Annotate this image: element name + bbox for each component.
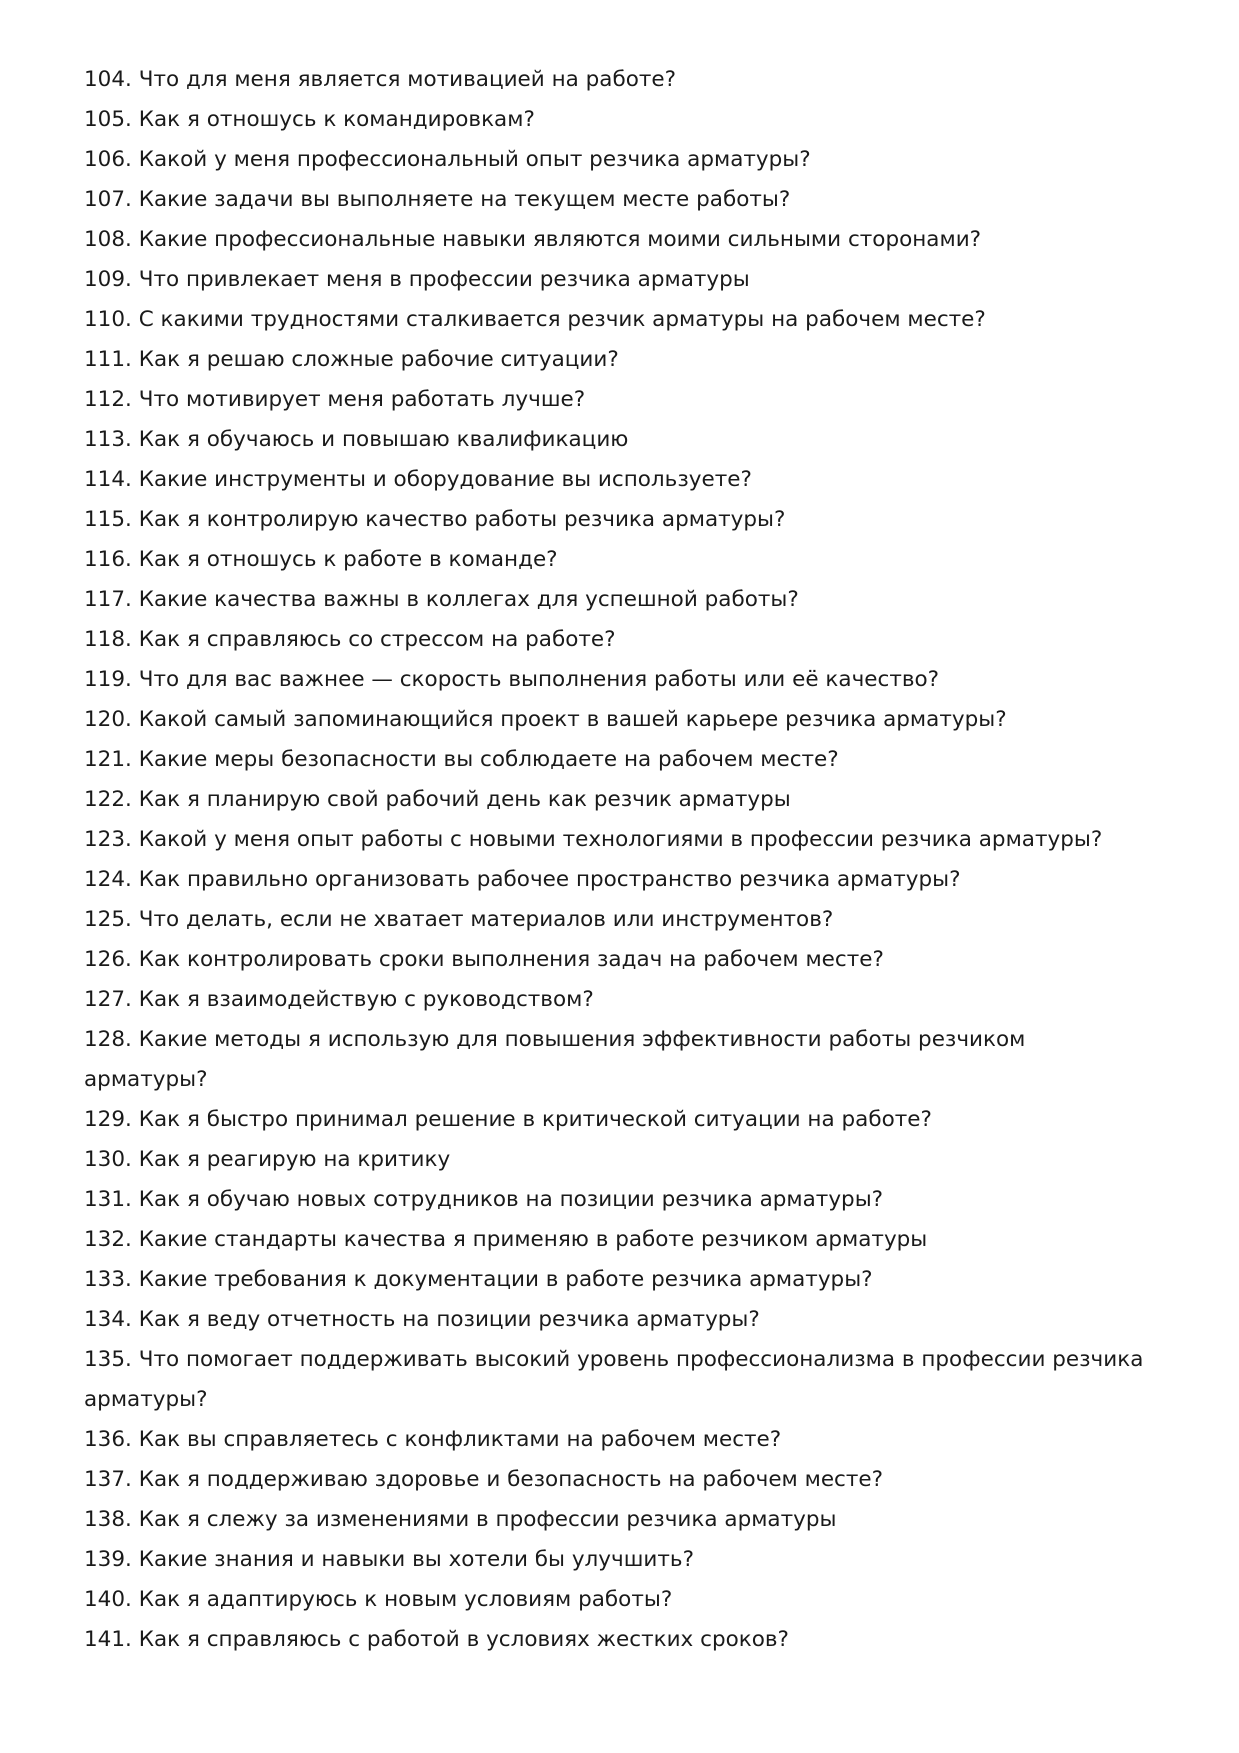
question-list: [84, 60, 1164, 1660]
question-item: 130. Как я реагирую на критику: [84, 1147, 451, 1172]
question-item: 133. Какие требования к документации в работе резчика арматуры?: [84, 1267, 873, 1292]
question-item: 139. Какие знания и навыки вы хотели бы улучшить?: [84, 1547, 694, 1572]
question-item: 119. Что для вас важнее — скорость выполнения работы или её качество?: [84, 667, 940, 692]
question-item: 112. Что мотивирует меня работать лучше?: [84, 387, 586, 412]
question-item: 117. Какие качества важны в коллегах для успешной работы?: [84, 587, 799, 612]
question-item: 137. Как я поддерживаю здоровье и безопасность на рабочем месте?: [84, 1467, 884, 1492]
question-item: 129. Как я быстро принимал решение в критической ситуации на работе?: [84, 1107, 932, 1132]
question-item: 111. Как я решаю сложные рабочие ситуации?: [84, 347, 619, 372]
question-item: 136. Как вы справляетесь с конфликтами на рабочем месте?: [84, 1427, 782, 1452]
question-item: 128. Какие методы я использую для повышения эффективности работы резчиком арматуры?: [84, 1027, 1026, 1092]
question-item: 126. Как контролировать сроки выполнения задач на рабочем месте?: [84, 947, 884, 972]
question-item: 120. Какой самый запоминающийся проект в вашей карьере резчика арматуры?: [84, 707, 1007, 732]
question-item: 116. Как я отношусь к работе в команде?: [84, 547, 558, 572]
question-item: 107. Какие задачи вы выполняете на текущем месте работы?: [84, 187, 791, 212]
question-item: 141. Как я справляюсь с работой в условиях жестких сроков?: [84, 1627, 789, 1652]
question-item: 123. Какой у меня опыт работы с новыми технологиями в профессии резчика арматуры?: [84, 827, 1103, 852]
question-item: 105. Как я отношусь к командировкам?: [84, 107, 535, 132]
question-item: 121. Какие меры безопасности вы соблюдаете на рабочем месте?: [84, 747, 839, 772]
question-item: 114. Какие инструменты и оборудование вы используете?: [84, 467, 752, 492]
question-item: 132. Какие стандарты качества я применяю в работе резчиком арматуры: [84, 1227, 928, 1252]
question-item: 118. Как я справляюсь со стрессом на работе?: [84, 627, 616, 652]
question-item: 108. Какие профессиональные навыки являются моими сильными сторонами?: [84, 227, 982, 252]
question-item: 110. С какими трудностями сталкивается резчик арматуры на рабочем месте?: [84, 307, 986, 332]
question-item: 113. Как я обучаюсь и повышаю квалификацию: [84, 427, 629, 452]
question-item: 140. Как я адаптируюсь к новым условиям работы?: [84, 1587, 673, 1612]
question-item: 124. Как правильно организовать рабочее пространство резчика арматуры?: [84, 867, 961, 892]
question-item: 127. Как я взаимодействую с руководством?: [84, 987, 594, 1012]
question-item: 131. Как я обучаю новых сотрудников на позиции резчика арматуры?: [84, 1187, 884, 1212]
question-item: 115. Как я контролирую качество работы резчика арматуры?: [84, 507, 786, 532]
question-item: 106. Какой у меня профессиональный опыт резчика арматуры?: [84, 147, 811, 172]
question-item: 109. Что привлекает меня в профессии резчика арматуры: [84, 267, 750, 292]
question-item: 122. Как я планирую свой рабочий день как резчик арматуры: [84, 787, 791, 812]
question-item: 104. Что для меня является мотивацией на работе?: [84, 67, 677, 92]
question-item: 135. Что помогает поддерживать высокий уровень профессионализма в профессии резчика арматуры?: [84, 1347, 1144, 1412]
question-item: 134. Как я веду отчетность на позиции резчика арматуры?: [84, 1307, 760, 1332]
question-item: 138. Как я слежу за изменениями в профессии резчика арматуры: [84, 1507, 837, 1532]
question-item: 125. Что делать, если не хватает материалов или инструментов?: [84, 907, 834, 932]
